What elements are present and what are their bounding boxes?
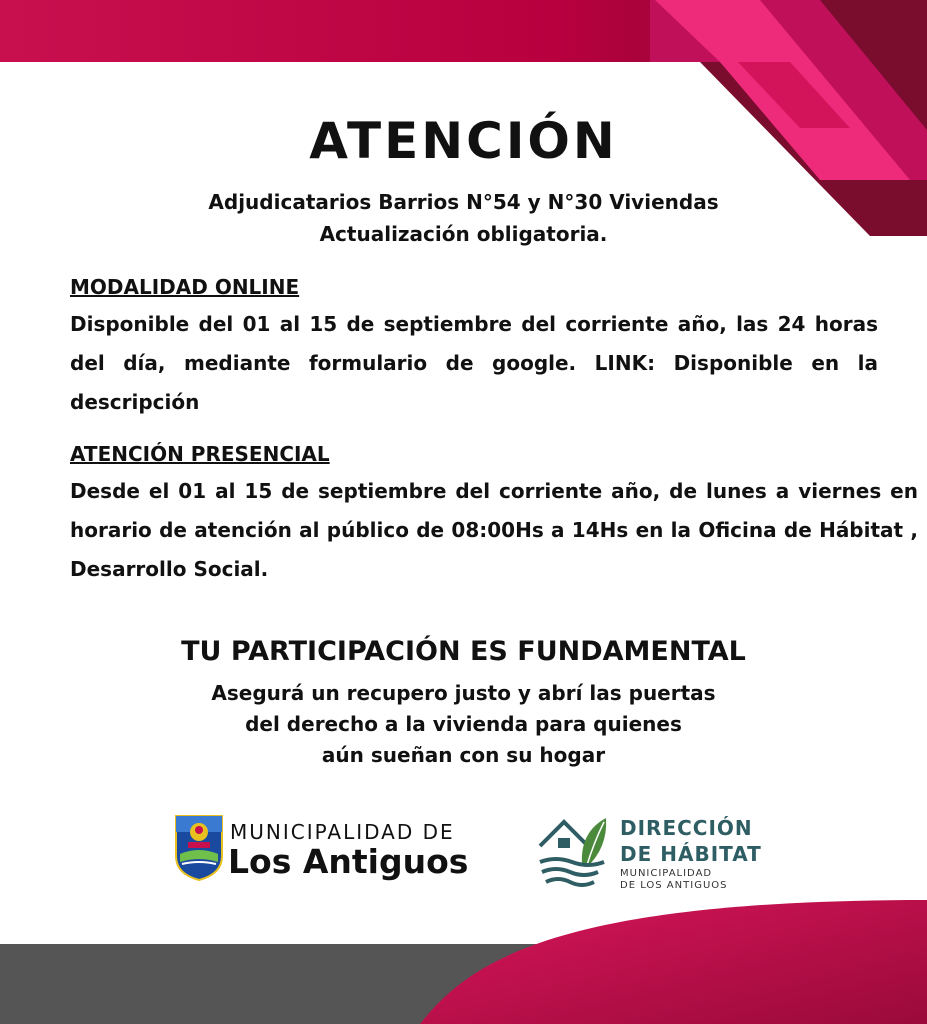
section-presencial-body: Desde el 01 al 15 de septiembre del corriente año, de lunes a viernes en horario de atención al público de 08:00Hs a 14Hs en la Oficina de Hábitat , Desarrollo Social. bbox=[70, 479, 918, 581]
coat-of-arms-icon bbox=[174, 812, 224, 882]
habitat-logo-line-1: DIRECCIÓN bbox=[620, 816, 753, 840]
subtitle-adjudicatarios: Adjudicatarios Barrios N°54 y N°30 Viviendas bbox=[208, 190, 719, 214]
page-title: ATENCIÓN bbox=[309, 112, 618, 170]
slogan-line-2: del derecho a la vivienda para quienes bbox=[245, 712, 682, 736]
bottom-magenta-curve bbox=[420, 900, 927, 1024]
section-presencial bbox=[70, 442, 918, 589]
section-online-heading: MODALIDAD ONLINE bbox=[70, 275, 300, 299]
municipal-logo-line-1: MUNICIPALIDAD DE bbox=[230, 820, 455, 844]
section-online-body: Disponible del 01 al 15 de septiembre del corriente año, las 24 horas del día, mediante formulario de google. LINK: Disponible en la descripción bbox=[70, 312, 878, 414]
habitat-logo-line-2: DE HÁBITAT bbox=[620, 842, 762, 866]
habitat-logo-line-4: DE LOS ANTIGUOS bbox=[620, 880, 728, 891]
participation-callout: TU PARTICIPACIÓN ES FUNDAMENTAL bbox=[181, 636, 746, 667]
subtitle-actualizacion: Actualización obligatoria. bbox=[319, 222, 608, 246]
slogan-line-3: aún sueñan con su hogar bbox=[321, 743, 606, 767]
municipal-logo-line-2: Los Antiguos bbox=[228, 842, 469, 881]
habitat-logo bbox=[536, 812, 762, 894]
house-leaf-icon bbox=[536, 812, 612, 890]
slogan-line-1: Asegurá un recupero justo y abrí las puertas bbox=[211, 681, 716, 705]
municipalidad-logo bbox=[174, 812, 469, 886]
habitat-logo-line-3: MUNICIPALIDAD bbox=[620, 868, 713, 879]
section-online bbox=[70, 275, 878, 422]
section-presencial-heading: ATENCIÓN PRESENCIAL bbox=[70, 442, 330, 466]
slogan-block bbox=[0, 678, 927, 771]
